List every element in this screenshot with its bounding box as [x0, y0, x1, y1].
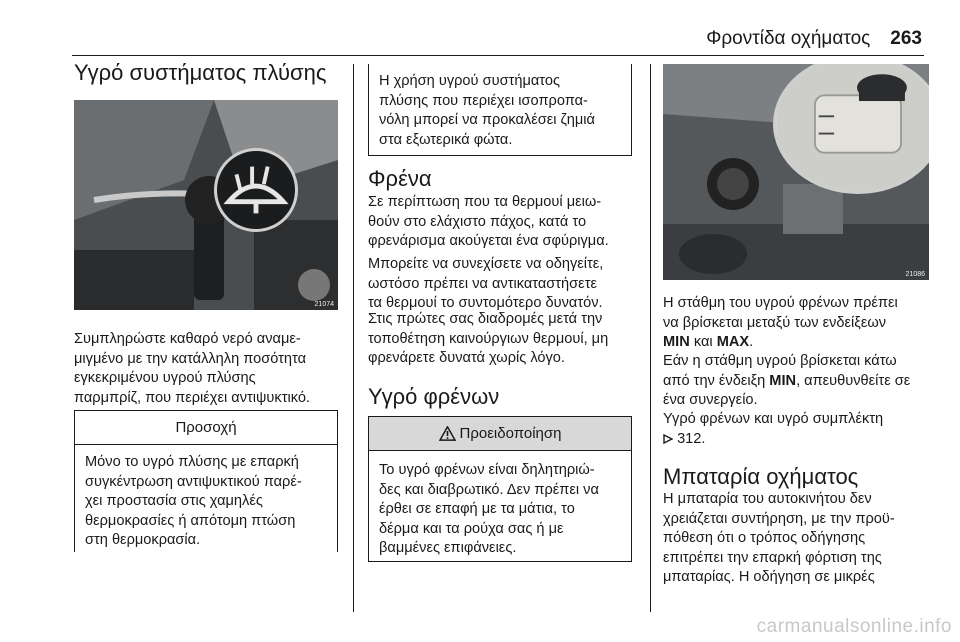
min-mark: MIN	[663, 334, 690, 350]
brake-fluid-reservoir-photo	[663, 64, 929, 280]
warning-box	[368, 416, 632, 562]
battery-paragraph: Η μπαταρία του αυτοκινήτου δεν χρειάζεται συντήρηση, με την προϋ- πόθεση ότι ο τρόπος οδήγησης επιτρέπει την επαρκή φόρτιση της μπαταρίας. Η οδήγηση σε μικρές	[663, 491, 895, 585]
brakes-paragraph-1: Σε περίπτωση που τα θερμουί μειω- θούν στο ελάχιστο πάχος, κατά το φρενάρισμα ακούγεται ένα σφύριγμα.	[368, 194, 609, 249]
section-heading-washer-fluid: Υγρό συστήματος πλύσης	[74, 60, 327, 85]
column-divider-right	[650, 64, 651, 612]
column-divider-left	[353, 64, 354, 612]
caution-text: Μόνο το υγρό πλύσης με επαρκή συγκέντρωση αντιψυκτικού παρέ- χει προστασία στις χαμηλές θερμοκρασίες ή απότομη πτώση στη θερμοκρασία.	[85, 454, 302, 548]
warning-triangle-icon	[439, 426, 456, 441]
page-number: 263	[890, 28, 922, 49]
running-title: Φροντίδα οχήματος	[706, 28, 871, 49]
washer-icon-callout	[214, 148, 298, 232]
page-reference-link[interactable]: 312.	[663, 431, 705, 447]
section-heading-brake-fluid: Υγρό φρένων	[368, 384, 500, 409]
column-1	[74, 60, 340, 86]
isopropanol-note-text: Η χρήση υγρού συστήματος πλύσης που περιέχει ισοπροπα- νόλη μπορεί να προκαλέσει ζημιά στα εξωτερικά φώτα.	[379, 73, 595, 148]
washer-reservoir-photo	[74, 100, 338, 310]
warning-title: Προειδοποίηση	[369, 417, 631, 451]
photo-reference-number: 21074	[314, 301, 334, 308]
brakes-paragraph-3: Στις πρώτες σας διαδρομές μετά την τοποθέτηση καινούργιων θερμουί, μη φρενάρετε δυνατά χωρίς λόγο.	[368, 311, 609, 366]
windscreen-washer-icon	[217, 151, 295, 229]
arrow-ref-icon	[663, 434, 673, 444]
min-mark: MIN	[769, 372, 797, 389]
isopropanol-note-box	[368, 64, 632, 156]
caution-title: Προσοχή	[75, 411, 337, 445]
section-heading-brakes: Φρένα	[368, 166, 432, 191]
brakes-paragraph-2: Μπορείτε να συνεχίσετε να οδηγείτε, ωστόσο πρέπει να αντικαταστήσετε τα θερμουί το συντομότερο δυνατόν.	[368, 256, 604, 311]
photo-reference-number: 21086	[905, 271, 925, 278]
brake-fluid-level-paragraph: Η στάθμη του υγρού φρένων πρέπει να βρίσκεται μεταξύ των ενδείξεων MIN και MAX.	[663, 295, 898, 350]
warning-text: Το υγρό φρένων είναι δηλητηριώ- δες και διαβρωτικό. Δεν πρέπει να έρθει σε επαφή με τα μάτια, το δέρμα και τα ρούχα σας ή με βαμμένες επιφάνειες.	[379, 462, 599, 556]
caution-box	[74, 410, 338, 552]
low-level-paragraph: Εάν η στάθμη υγρού βρίσκεται κάτω από την ένδειξη MIN, απευθυνθείτε σε ένα συνεργείο.	[663, 353, 911, 408]
section-heading-battery: Μπαταρία οχήματος	[663, 464, 859, 489]
cross-reference-paragraph: Υγρό φρένων και υγρό συμπλέκτη 312.	[663, 411, 884, 447]
watermark: carmanualsonline.info	[756, 616, 952, 637]
washer-fluid-instructions: Συμπληρώστε καθαρό νερό αναμε- μιγμένο με την κατάλληλη ποσότητα εγκεκριμένου υγρού πλύσης παρμπρίζ, που περιέχει αντιψυκτικό.	[74, 331, 310, 406]
header-rule	[72, 55, 924, 56]
page-header	[706, 28, 922, 50]
max-mark: MAX	[716, 334, 750, 350]
